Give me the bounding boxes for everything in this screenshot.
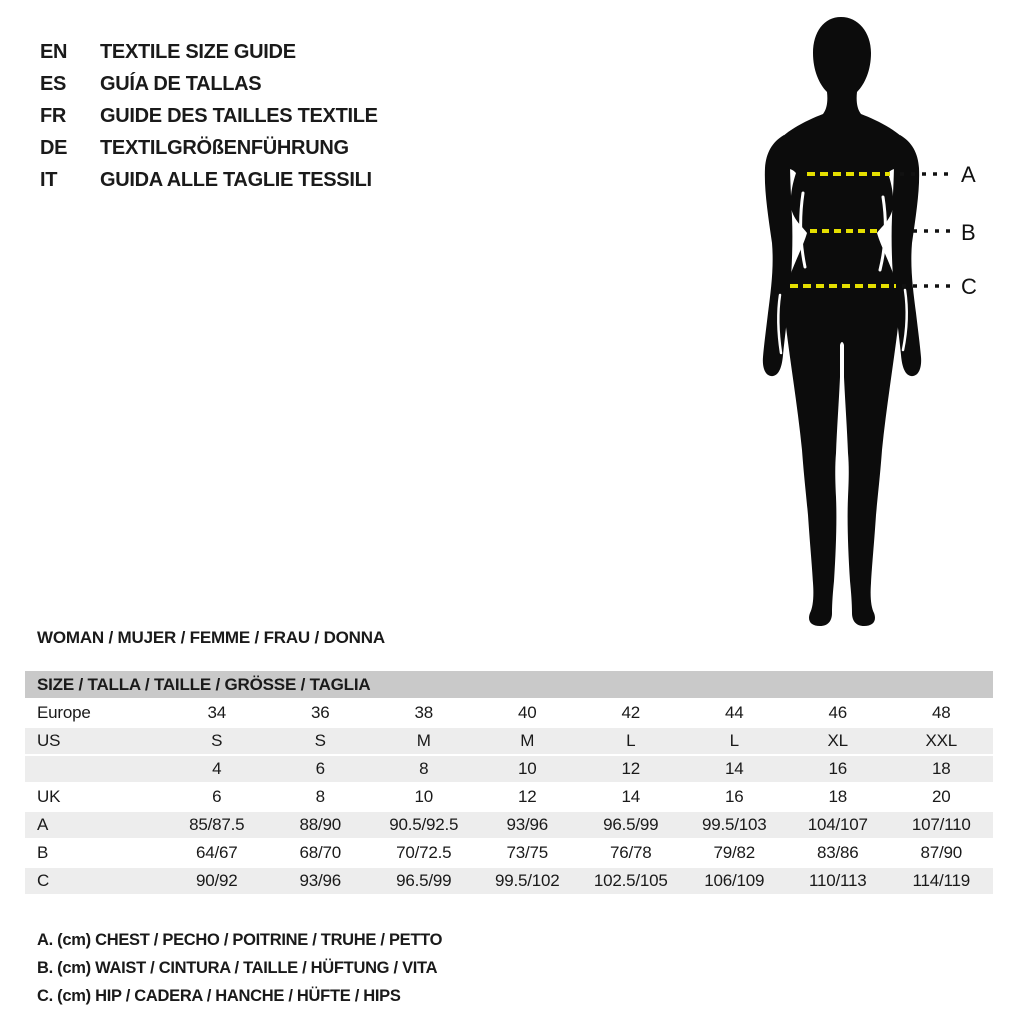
size-value: 38 bbox=[414, 703, 433, 722]
size-value: 104/107 bbox=[807, 815, 868, 834]
size-value: 4 bbox=[212, 759, 222, 778]
legend-line: B. (cm) WAIST / CINTURA / TAILLE / HÜFTUNG / VITA bbox=[37, 959, 438, 977]
size-value: 10 bbox=[414, 787, 433, 806]
language-code: ES bbox=[40, 72, 67, 95]
size-value: 73/75 bbox=[506, 843, 549, 862]
size-value: 96.5/99 bbox=[603, 815, 659, 834]
marker-label-b: B bbox=[961, 220, 976, 245]
size-table bbox=[25, 671, 993, 896]
measurement-legend bbox=[37, 926, 442, 1010]
size-value: 96.5/99 bbox=[396, 871, 452, 890]
size-value: 12 bbox=[517, 787, 537, 806]
size-value: 99.5/103 bbox=[701, 815, 767, 834]
size-value: 90/92 bbox=[195, 871, 238, 890]
size-value: S bbox=[314, 731, 326, 750]
size-value: 85/87.5 bbox=[189, 815, 245, 834]
size-value: 64/67 bbox=[195, 843, 238, 862]
language-row bbox=[40, 100, 378, 132]
size-table-row bbox=[25, 812, 993, 838]
size-value: 16 bbox=[828, 759, 847, 778]
size-value: 87/90 bbox=[920, 843, 963, 862]
size-table-row bbox=[25, 868, 993, 894]
size-value: 93/96 bbox=[299, 871, 342, 890]
size-value: 48 bbox=[931, 703, 951, 722]
leg-gap bbox=[842, 345, 843, 624]
language-title: TEXTILE SIZE GUIDE bbox=[100, 40, 296, 63]
language-row bbox=[40, 36, 378, 68]
size-value: 93/96 bbox=[506, 815, 549, 834]
size-value: 99.5/102 bbox=[494, 871, 560, 890]
row-label: A bbox=[37, 815, 49, 834]
size-table-body bbox=[25, 700, 993, 894]
size-value: 102.5/105 bbox=[593, 871, 668, 890]
size-value: S bbox=[211, 731, 223, 750]
size-table-row bbox=[25, 840, 993, 866]
size-value: 42 bbox=[621, 703, 640, 722]
size-value: 18 bbox=[931, 759, 951, 778]
woman-silhouette-icon bbox=[750, 15, 1010, 635]
size-value: 10 bbox=[517, 759, 537, 778]
language-title: GUÍA DE TALLAS bbox=[100, 72, 262, 95]
section-title: WOMAN / MUJER / FEMME / FRAU / DONNA bbox=[37, 628, 385, 647]
woman-silhouette-figure bbox=[750, 15, 1010, 635]
size-value: 88/90 bbox=[299, 815, 342, 834]
size-value: 46 bbox=[828, 703, 847, 722]
row-label: C bbox=[37, 871, 50, 890]
language-code: FR bbox=[40, 104, 67, 127]
language-code: IT bbox=[40, 168, 58, 191]
language-row bbox=[40, 164, 378, 196]
size-value: 114/119 bbox=[912, 871, 971, 890]
size-value: M bbox=[416, 731, 431, 750]
size-value: M bbox=[520, 731, 535, 750]
size-value: 83/86 bbox=[816, 843, 859, 862]
size-value: 14 bbox=[621, 787, 640, 806]
language-row bbox=[40, 132, 378, 164]
size-value: 6 bbox=[315, 759, 325, 778]
size-value: 12 bbox=[621, 759, 640, 778]
row-label: UK bbox=[37, 787, 61, 806]
size-table-row bbox=[25, 756, 993, 782]
size-value: XL bbox=[827, 731, 848, 750]
language-title: GUIDE DES TAILLES TEXTILE bbox=[100, 104, 378, 127]
size-value: 20 bbox=[931, 787, 951, 806]
legend-line: A. (cm) CHEST / PECHO / POITRINE / TRUHE / PETTO bbox=[37, 931, 443, 949]
language-code: EN bbox=[40, 40, 68, 63]
language-title: GUIDA ALLE TAGLIE TESSILI bbox=[100, 168, 372, 191]
language-list bbox=[40, 36, 378, 196]
size-value: 18 bbox=[828, 787, 847, 806]
marker-label-c: C bbox=[961, 274, 977, 299]
size-value: 16 bbox=[724, 787, 744, 806]
size-value: 40 bbox=[517, 703, 537, 722]
size-value: 70/72.5 bbox=[396, 843, 452, 862]
size-value: 8 bbox=[419, 759, 429, 778]
row-label: B bbox=[37, 843, 49, 862]
size-table-row bbox=[25, 728, 993, 754]
size-value: 14 bbox=[724, 759, 744, 778]
language-title: TEXTILGRÖßENFÜHRUNG bbox=[100, 136, 349, 159]
size-value: 79/82 bbox=[713, 843, 756, 862]
size-value: L bbox=[626, 731, 636, 750]
size-value: 106/109 bbox=[704, 871, 765, 890]
size-table-header: SIZE / TALLA / TAILLE / GRÖSSE / TAGLIA bbox=[25, 671, 993, 698]
size-value: XXL bbox=[925, 731, 958, 750]
size-value: 107/110 bbox=[911, 815, 971, 834]
size-value: 6 bbox=[212, 787, 222, 806]
size-value: 76/78 bbox=[609, 843, 652, 862]
size-table-row bbox=[25, 784, 993, 810]
marker-label-a: A bbox=[961, 162, 976, 187]
size-table-row bbox=[25, 700, 993, 726]
size-value: L bbox=[729, 731, 739, 750]
size-value: 36 bbox=[310, 703, 330, 722]
legend-line: C. (cm) HIP / CADERA / HANCHE / HÜFTE / HIPS bbox=[37, 987, 401, 1005]
language-code: DE bbox=[40, 136, 68, 159]
size-value: 68/70 bbox=[299, 843, 342, 862]
size-value: 34 bbox=[207, 703, 226, 722]
row-label: US bbox=[37, 731, 61, 750]
size-value: 90.5/92.5 bbox=[389, 815, 459, 834]
size-value: 8 bbox=[315, 787, 325, 806]
size-value: 110/113 bbox=[808, 871, 867, 890]
size-value: 44 bbox=[724, 703, 744, 722]
row-label: Europe bbox=[37, 703, 91, 722]
language-row bbox=[40, 68, 378, 100]
